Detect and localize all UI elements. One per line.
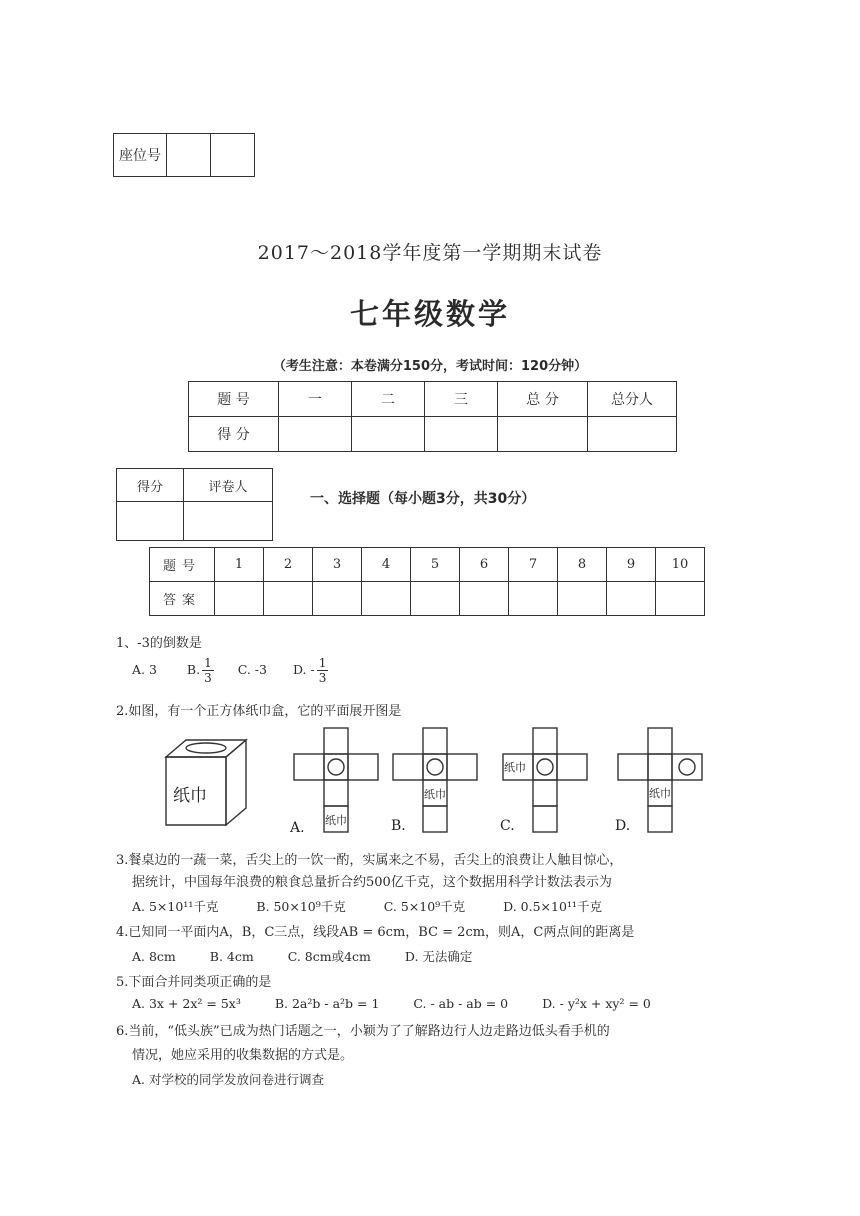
answer-number: 8 <box>558 548 607 582</box>
answer-number: 9 <box>607 548 656 582</box>
answer-number: 2 <box>264 548 313 582</box>
option-a: A. 5×10¹¹千克 <box>132 899 219 914</box>
net-a-label: 纸巾 <box>325 814 347 827</box>
answer-cell <box>607 582 656 616</box>
score-header-cell: 总分人 <box>588 382 677 417</box>
answer-number: 3 <box>313 548 362 582</box>
score-cell <box>425 417 498 452</box>
answer-row-header: 答案 <box>150 582 215 616</box>
question-1-stem: 1、-3的倒数是 <box>116 636 202 651</box>
net-d-label: 纸巾 <box>649 787 671 800</box>
score-cell <box>279 417 352 452</box>
question-6-option-a: A. 对学校的同学发放问卷进行调查 <box>132 1072 324 1087</box>
seat-number-cell <box>167 134 211 177</box>
option-b: B. 4cm <box>209 949 254 964</box>
answer-number: 1 <box>215 548 264 582</box>
grader-name-label: 评卷人 <box>184 469 273 502</box>
option-d-letter: D. <box>615 818 631 834</box>
question-2-stem: 2.如图，有一个正方体纸巾盒，它的平面展开图是 <box>116 704 402 719</box>
question-4-options <box>132 947 472 965</box>
net-b-label: 纸巾 <box>424 788 446 801</box>
option-b: B. 50×10⁹千克 <box>256 899 346 914</box>
score-header-cell: 一 <box>279 382 352 417</box>
option-d: D. 0.5×10¹¹千克 <box>503 899 602 914</box>
answer-number: 10 <box>656 548 705 582</box>
answer-cell <box>509 582 558 616</box>
score-cell <box>352 417 425 452</box>
score-header-cell: 二 <box>352 382 425 417</box>
answer-number-header: 题号 <box>150 548 215 582</box>
score-header-cell: 三 <box>425 382 498 417</box>
grader-name-cell <box>184 502 273 541</box>
cube-net-figure <box>160 722 720 842</box>
score-header-cell: 题 号 <box>189 382 279 417</box>
fraction: $\frac{1}{3}$ <box>204 656 212 685</box>
answer-number: 6 <box>460 548 509 582</box>
seat-number-box <box>113 133 255 177</box>
option-a: A. 3 <box>132 662 157 677</box>
option-a-letter: A. <box>290 820 305 836</box>
score-row-label: 得 分 <box>189 417 279 452</box>
tissue-box-drawing <box>166 740 246 825</box>
exam-notice: （考生注意：本卷满分150分，考试时间：120分钟） <box>272 359 588 374</box>
answer-cell <box>656 582 705 616</box>
answer-cell <box>215 582 264 616</box>
seat-number-cell <box>211 134 255 177</box>
question-6-line-2: 情况，她应采用的收集数据的方式是。 <box>132 1048 354 1063</box>
net-option-d <box>618 728 702 832</box>
section-title: 一、选择题（每小题3分，共30分） <box>310 491 536 507</box>
question-5-stem: 5.下面合并同类项正确的是 <box>116 975 272 990</box>
score-cell <box>498 417 588 452</box>
answer-cell <box>313 582 362 616</box>
option-a: A. 3x + 2x² = 5x³ <box>132 996 241 1011</box>
answer-cell <box>460 582 509 616</box>
question-3-line-2: 据统计，中国每年浪费的粮食总量折合约500亿千克，这个数据用科学计数法表示为 <box>132 875 612 890</box>
answer-cell <box>558 582 607 616</box>
answer-number: 5 <box>411 548 460 582</box>
option-d: D. 无法确定 <box>404 949 473 964</box>
net-option-c <box>503 728 587 832</box>
score-table <box>188 381 677 452</box>
option-b: B. 2a²b - a²b = 1 <box>274 996 380 1011</box>
score-cell <box>588 417 677 452</box>
tissue-box-label: 纸巾 <box>173 786 207 806</box>
option-d: D. - y²x + xy² = 0 <box>542 996 651 1011</box>
answer-cell <box>264 582 313 616</box>
option-c: C. - ab - ab = 0 <box>413 996 509 1011</box>
answer-number: 7 <box>509 548 558 582</box>
question-4-stem: 4.已知同一平面内A，B，C三点，线段AB = 6cm，BC = 2cm，则A，C两点间的距离是 <box>116 925 635 940</box>
option-a: A. 8cm <box>132 949 176 964</box>
option-d: D. - $\frac{1}{3}$ <box>292 656 327 685</box>
question-3-line-1: 3.餐桌边的一蔬一菜，舌尖上的一饮一酌，实属来之不易，舌尖上的浪费让人触目惊心， <box>116 853 623 868</box>
net-option-b <box>393 728 477 832</box>
grader-score-cell <box>117 502 184 541</box>
grader-score-label: 得分 <box>117 469 184 502</box>
fraction: $\frac{1}{3}$ <box>318 656 327 685</box>
net-c-label: 纸巾 <box>504 761 526 774</box>
question-5-options <box>132 996 651 1011</box>
answer-cell <box>411 582 460 616</box>
option-b-letter: B. <box>391 818 406 834</box>
answer-table <box>149 547 705 616</box>
seat-number-label: 座位号 <box>114 134 167 177</box>
exam-title: 2017～2018学年度第一学期期末试卷 <box>257 242 603 264</box>
question-3-options <box>132 897 602 915</box>
option-c: C. -3 <box>237 662 267 677</box>
score-header-cell: 总 分 <box>498 382 588 417</box>
option-c: C. 8cm或4cm <box>287 949 371 964</box>
option-c: C. 5×10⁹千克 <box>383 899 466 914</box>
subject-title: 七年级数学 <box>349 297 510 331</box>
option-c-letter: C. <box>500 818 515 834</box>
option-b: B. $\frac{1}{3}$ <box>186 656 212 685</box>
answer-number: 4 <box>362 548 411 582</box>
grader-box <box>116 468 273 541</box>
question-1-options <box>132 656 330 685</box>
question-6-line-1: 6.当前，“低头族”已成为热门话题之一，小颖为了了解路边行人边走路边低头看手机的 <box>116 1024 610 1039</box>
answer-cell <box>362 582 411 616</box>
